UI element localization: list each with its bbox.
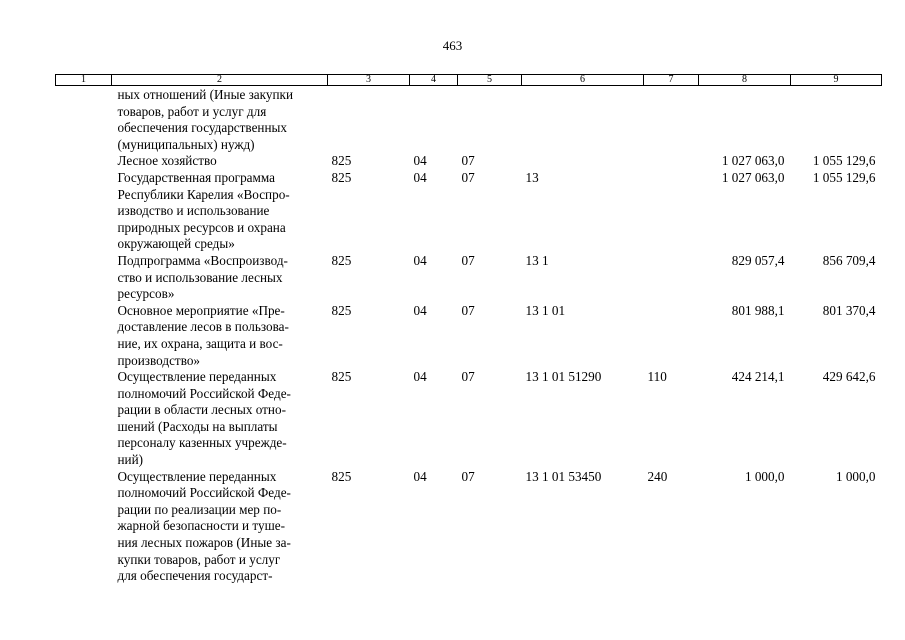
- empty-cell: [56, 303, 112, 369]
- amount-year-1: 829 057,4: [731, 252, 785, 268]
- column-number-1: 1: [56, 75, 112, 86]
- target-article-code: 13 1 01 53450: [525, 468, 602, 484]
- empty-cell: [56, 369, 112, 469]
- target-article-code: 13 1 01: [525, 302, 566, 318]
- ministry-code: [328, 86, 410, 154]
- amount-year-2: 1 000,0: [835, 468, 876, 484]
- target-article-code: [522, 153, 644, 170]
- column-number-3: 3: [328, 75, 410, 86]
- column-number-2: 2: [112, 75, 328, 86]
- target-article-code: 13 1: [525, 252, 549, 268]
- ministry-code: 825: [331, 369, 352, 385]
- table-row: [56, 253, 882, 303]
- ministry-code: 825: [331, 252, 352, 268]
- amount-year-2: 429 642,6: [822, 369, 876, 385]
- column-number-4: 4: [410, 75, 458, 86]
- row-name: Основное мероприятие «Пре- доставление лесов в пользова- ние, их охрана, защита и вос- производство»: [117, 302, 289, 368]
- empty-cell: [56, 86, 112, 154]
- table-row: [56, 369, 882, 469]
- section-code: 04: [413, 369, 427, 385]
- row-name: Лесное хозяйство: [117, 153, 217, 169]
- ministry-code: 825: [331, 153, 352, 169]
- section-code: 04: [413, 468, 427, 484]
- empty-cell: [56, 469, 112, 585]
- expense-type-code: 110: [647, 369, 667, 385]
- subsection-code: 07: [461, 153, 475, 169]
- subsection-code: 07: [461, 169, 475, 185]
- empty-cell: [56, 253, 112, 303]
- section-code: [410, 86, 458, 154]
- empty-cell: [56, 170, 112, 253]
- table-row: [56, 170, 882, 253]
- target-article-code: 13 1 01 51290: [525, 369, 602, 385]
- amount-year-1: 1 000,0: [744, 468, 785, 484]
- amount-year-2: 1 055 129,6: [812, 153, 876, 169]
- page-number: 463: [442, 38, 463, 53]
- expense-type-code: [644, 86, 699, 154]
- row-name: Подпрограмма «Воспроизвод- ство и использование лесных ресурсов»: [117, 252, 288, 302]
- ministry-code: 825: [331, 468, 352, 484]
- expense-type-code: 240: [647, 468, 668, 484]
- amount-year-2: 801 370,4: [822, 302, 876, 318]
- column-number-9: 9: [791, 75, 882, 86]
- table-body: [56, 86, 882, 585]
- amount-year-2: 1 055 129,6: [812, 169, 876, 185]
- amount-year-1: [699, 86, 791, 154]
- expense-type-code: [644, 303, 699, 369]
- expense-type-code: [644, 170, 699, 253]
- header-row: [56, 75, 882, 86]
- target-article-code: [522, 86, 644, 154]
- table-header: [56, 75, 882, 86]
- amount-year-1: 424 214,1: [731, 369, 785, 385]
- section-code: 04: [413, 169, 427, 185]
- table-row: [56, 153, 882, 170]
- target-article-code: 13: [525, 169, 539, 185]
- expense-type-code: [644, 253, 699, 303]
- column-number-5: 5: [458, 75, 522, 86]
- column-number-8: 8: [699, 75, 791, 86]
- subsection-code: 07: [461, 468, 475, 484]
- subsection-code: 07: [461, 252, 475, 268]
- amount-year-2: 856 709,4: [822, 252, 876, 268]
- expense-type-code: [644, 153, 699, 170]
- column-number-6: 6: [522, 75, 644, 86]
- section-code: 04: [413, 252, 427, 268]
- subsection-code: 07: [461, 369, 475, 385]
- section-code: 04: [413, 302, 427, 318]
- section-code: 04: [413, 153, 427, 169]
- subsection-code: 07: [461, 302, 475, 318]
- amount-year-1: 801 988,1: [731, 302, 785, 318]
- budget-table: [55, 74, 882, 585]
- amount-year-1: 1 027 063,0: [721, 169, 785, 185]
- table-row: [56, 469, 882, 585]
- empty-cell: [56, 153, 112, 170]
- ministry-code: 825: [331, 302, 352, 318]
- amount-year-2: [791, 86, 882, 154]
- row-name: Осуществление переданных полномочий Российской Феде- рации по реализации мер по- жарной безопасности и туше- ния лесных пожаров (Иные за- купки товаров, работ и услуг для обеспечения государст-: [117, 468, 291, 584]
- table-row: [56, 86, 882, 154]
- table-row: [56, 303, 882, 369]
- row-name: Осуществление переданных полномочий Российской Феде- рации в области лесных отно- шений (Расходы на выплаты персоналу казенных учрежде- ний): [117, 369, 291, 468]
- subsection-code: [458, 86, 522, 154]
- amount-year-1: 1 027 063,0: [721, 153, 785, 169]
- row-name: ных отношений (Иные закупки товаров, работ и услуг для обеспечения государственных (муниципальных) нужд): [117, 87, 294, 152]
- column-number-7: 7: [644, 75, 699, 86]
- ministry-code: 825: [331, 169, 352, 185]
- row-name: Государственная программа Республики Карелия «Воспро- изводство и использование природных ресурсов и охрана окружающей среды»: [117, 169, 290, 252]
